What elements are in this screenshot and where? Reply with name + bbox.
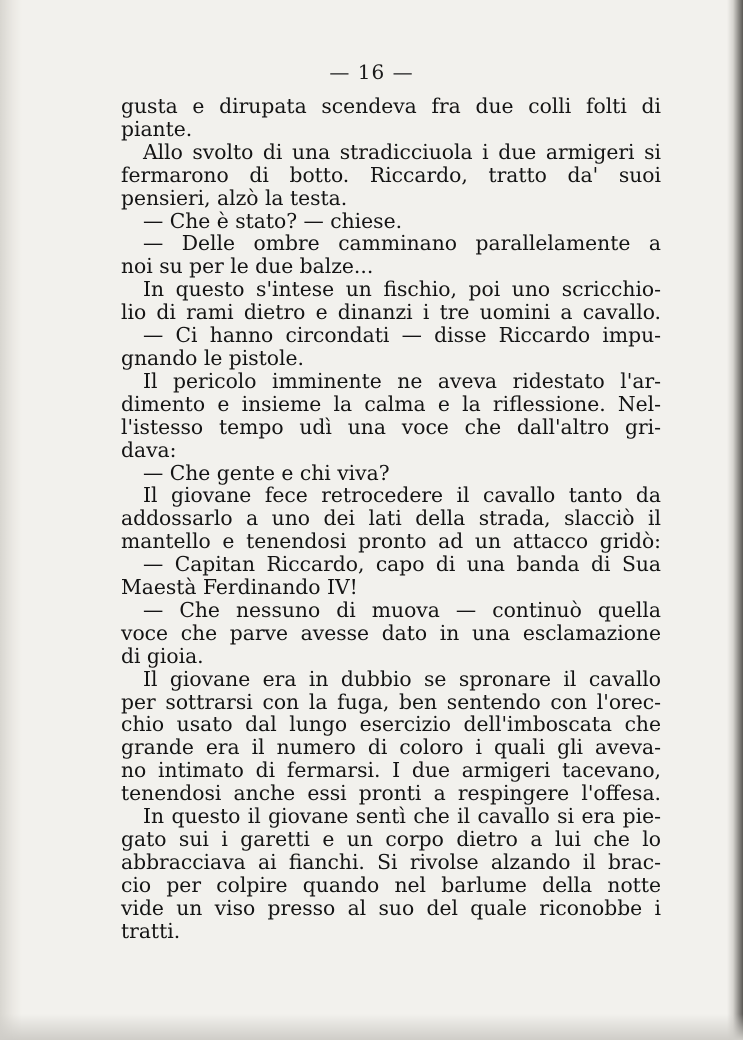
text-line: Il giovane fece retrocedere il cavallo tanto da (143, 483, 661, 508)
text-line: pensieri, alzò la testa. (121, 185, 348, 210)
text-line: — Che gente e chi viva? (143, 460, 390, 485)
text-line: chio usato dal lungo esercizio dell'imboscata che (121, 712, 661, 737)
text-line: dava: (121, 437, 177, 462)
text-line: piante. (121, 116, 193, 141)
text-line: gato sui i garetti e un corpo dietro a lui che lo (121, 827, 661, 851)
text-line: noi su per le due balze... (121, 254, 374, 279)
page-number: — 16 — (329, 60, 414, 84)
text-line: vide un viso presso al suo del quale riconobbe i (121, 895, 661, 920)
text-line: l'istesso tempo udì una voce che dall'altro gri- (121, 414, 661, 439)
text-line: gnando le pistole. (121, 345, 304, 370)
text-line: — Che nessuno di muova — continuò quella (143, 597, 661, 622)
text-line: di gioia. (121, 643, 204, 668)
text-line: voce che parve avesse dato in una esclamazione (121, 620, 661, 645)
text-line: mantello e tenendosi pronto ad un attacco gridò: (121, 529, 661, 554)
text-line: per sottrarsi con la fuga, ben sentendo con l'orec- (121, 689, 661, 714)
text-line: In questo il giovane sentì che il cavallo si era pie- (143, 804, 661, 829)
text-line: In questo s'intese un fischio, poi uno scricchio- (143, 277, 661, 302)
text-line: Il pericolo imminente ne aveva ridestato l'ar- (143, 368, 661, 393)
text-line: cio per colpire quando nel barlume della notte (121, 872, 661, 897)
page-bottom-shadow (0, 1014, 743, 1040)
text-line: — Ci hanno circondati — disse Riccardo impu- (143, 323, 661, 348)
text-line: — Che è stato? — chiese. (143, 208, 403, 233)
text-line: Maestà Ferdinando IV! (121, 575, 358, 600)
text-line: grande era il numero di coloro i quali gli aveva- (121, 735, 661, 760)
text-line: tenendosi anche essi pronti a respingere l'offesa. (121, 781, 661, 806)
page-left-shadow (0, 0, 22, 1040)
text-line: lio di rami dietro e dinanzi i tre uomini a cavallo. (121, 300, 661, 325)
text-line: abbracciava ai fianchi. Si rivolse alzando il brac- (121, 849, 661, 874)
text-line: dimento e insieme la calma e la riflessione. Nel- (121, 391, 661, 416)
body-text (121, 95, 661, 943)
text-line: no intimato di fermarsi. I due armigeri tacevano, (121, 758, 661, 783)
text-line: Il giovane era in dubbio se spronare il cavallo (143, 666, 661, 691)
page-right-binding-shadow (727, 0, 743, 1040)
text-line: tratti. (121, 918, 181, 943)
text-line: addossarlo a uno dei lati della strada, slacciò il (121, 506, 661, 531)
text-line: gusta e dirupata scendeva fra due colli folti di (121, 94, 661, 118)
text-line: Allo svolto di una stradicciuola i due armigeri si (143, 139, 661, 164)
text-line: — Capitan Riccardo, capo di una banda di Sua (143, 552, 661, 577)
text-line: — Delle ombre camminano parallelamente a (143, 231, 661, 256)
text-line: fermarono di botto. Riccardo, tratto da' suoi (121, 162, 661, 187)
